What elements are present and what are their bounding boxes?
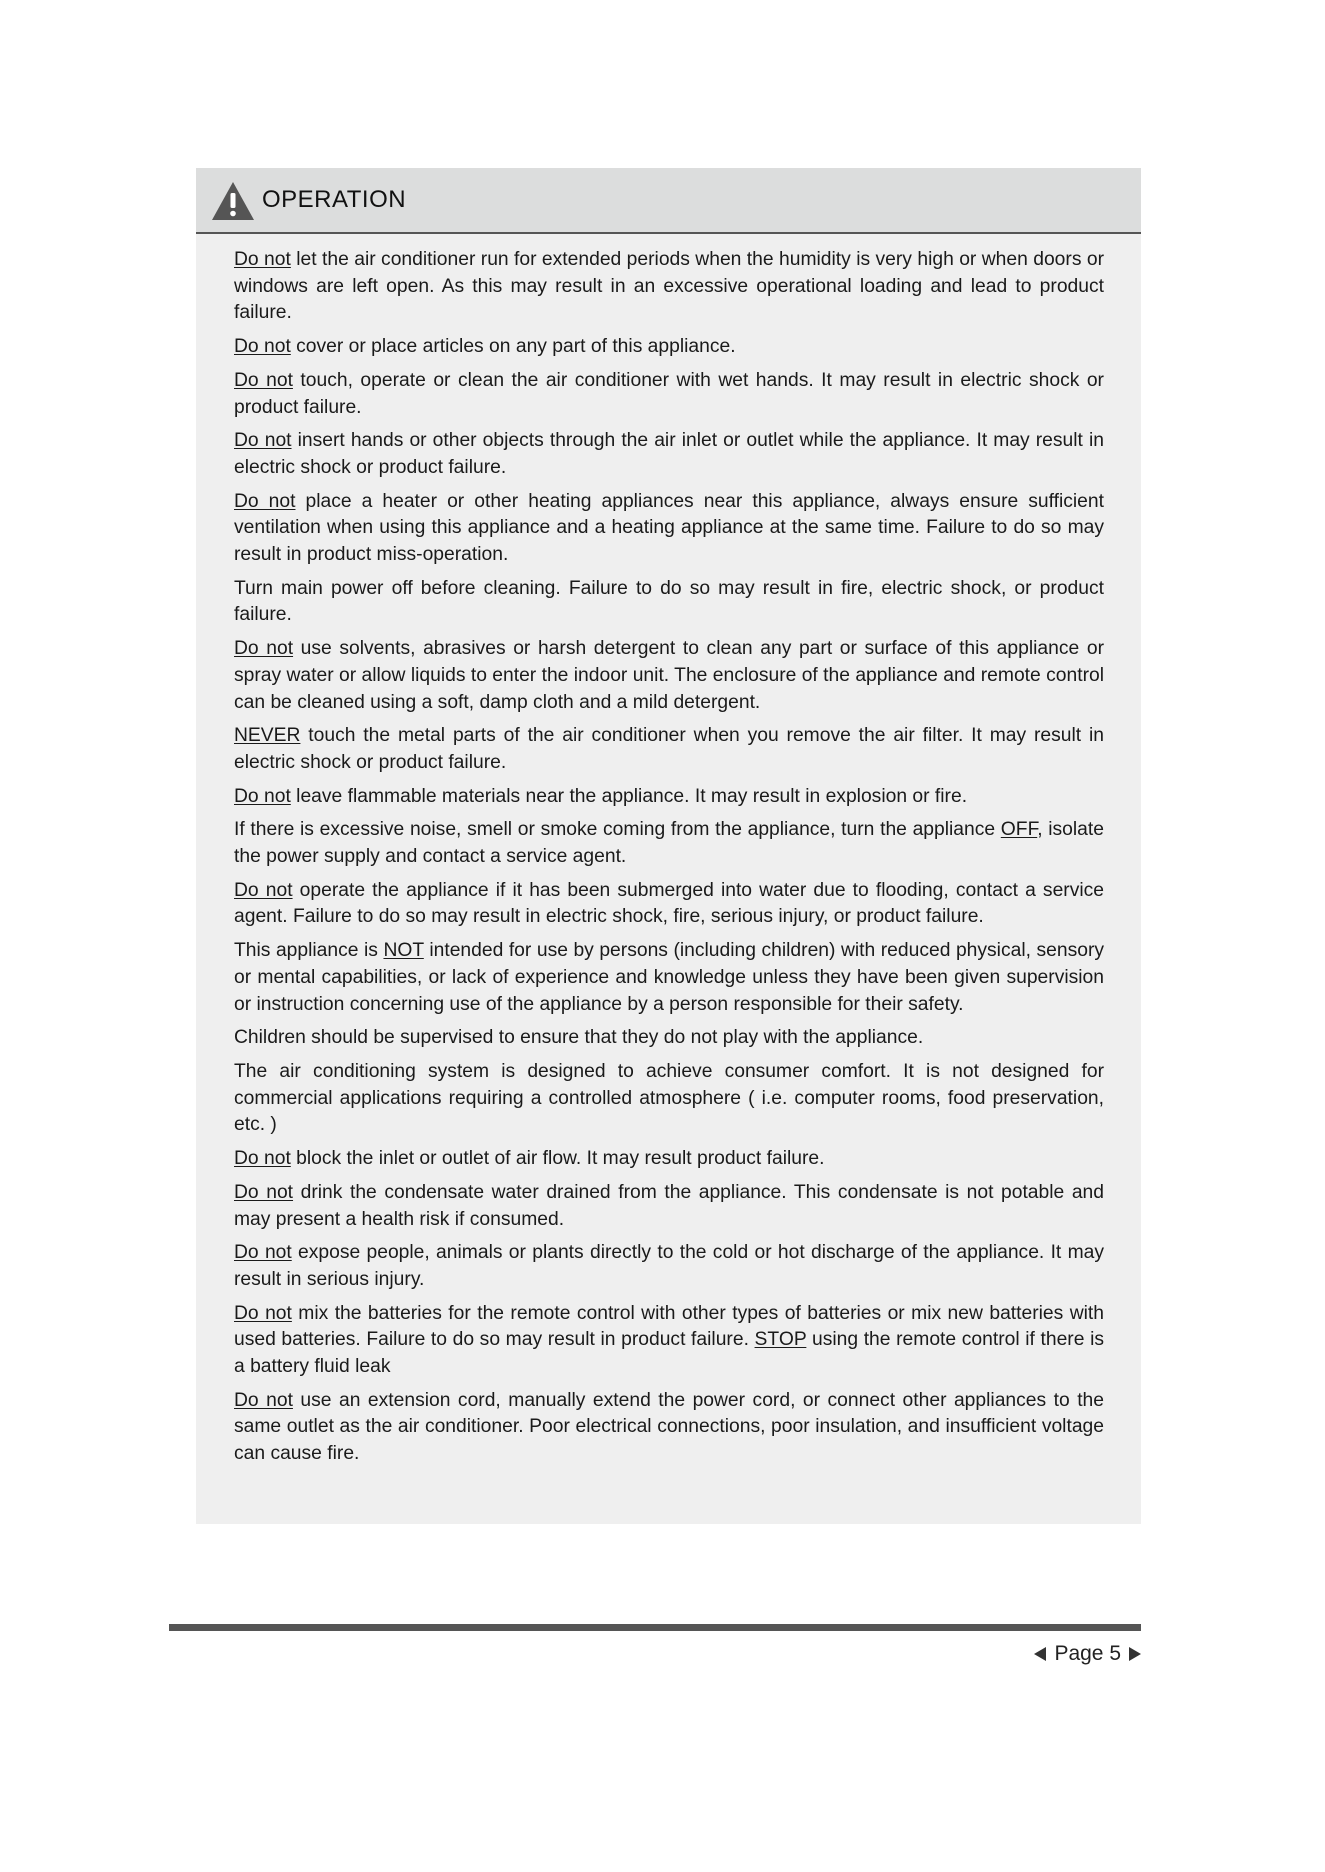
item-text: The air conditioning system is designed to achieve consumer comfort. It is not designed for commercial applications requiring a controlled atmosphere ( i.e. computer rooms, food preservation, etc. ) [234,1060,1104,1136]
page-indicator [1034,1642,1141,1666]
safety-item [234,938,1104,1018]
item-text: place a heater or other heating appliances near this appliance, always ensure sufficient ventilation when using this appliance and a heating appliance at the same time. Failure to do so may result in product miss-operation. [234,490,1104,566]
item-text: leave flammable materials near the appliance. It may result in explosion or fire. [290,785,968,807]
footer-rule [169,1624,1141,1631]
item-text: cover or place articles on any part of this appliance. [290,336,736,358]
emphasis-lead: Do not [234,879,293,901]
triangle-right-icon[interactable] [1129,1647,1141,1661]
emphasis-word: OFF [1000,819,1038,841]
safety-item [234,1240,1104,1293]
safety-item [234,723,1104,776]
emphasis-lead: Do not [234,430,292,452]
item-text: operate the appliance if it has been submerged into water due to flooding, contact a service agent. Failure to do so may result in electric shock, fire, serious injury, or product failure. [234,879,1105,928]
item-text: use solvents, abrasives or harsh detergent to clean any part or surface of this appliance or spray water or allow liquids to enter the indoor unit. The enclosure of the appliance and remote control can be cleaned using a soft, damp cloth and a mild detergent. [234,638,1104,713]
operation-items [234,247,1104,1475]
safety-item [234,428,1104,481]
safety-item [234,368,1104,421]
emphasis-lead: Do not [234,1181,294,1203]
emphasis-word: STOP [754,1329,807,1351]
safety-item [234,636,1104,716]
item-text: touch, operate or clean the air conditioner with wet hands. It may result in electric shock or product failure. [234,369,1104,418]
item-text: use an extension cord, manually extend the power cord, or connect other appliances to the same outlet as the air conditioner. Poor electrical connections, poor insulation, and insufficient voltage can cause fire. [234,1389,1104,1465]
item-text: If there is excessive noise, smell or smoke coming from the appliance, turn the appliance [234,819,1001,841]
emphasis-lead: Do not [234,336,291,358]
item-text: let the air conditioner run for extended periods when the humidity is very high or when doors or windows are left open. As this may result in an excessive operational loading and lead to product failure. [234,249,1105,324]
item-text: This appliance is [234,940,384,962]
item-text: drink the condensate water drained from the appliance. This condensate is not potable and may present a health risk if consumed. [234,1181,1105,1230]
item-text-tail: , isolate the power supply and contact a service agent. [234,819,1104,868]
safety-item [234,1301,1104,1381]
safety-item [234,334,1104,361]
safety-item [234,576,1104,629]
item-text: block the inlet or outlet of air flow. It may result product failure. [290,1148,825,1170]
safety-item [234,878,1104,931]
safety-item [234,1059,1104,1139]
item-text-tail: intended for use by persons (including children) with reduced physical, sensory or mental capabilities, or lack of experience and knowledge unless they have been given supervision or instruction concerning use of the appliance by a person responsible for their safety. [234,940,1105,1015]
emphasis-lead: Do not [234,1242,292,1264]
item-text: expose people, animals or plants directly to the cold or hot discharge of the appliance. It may result in serious injury. [234,1242,1104,1290]
safety-item [234,817,1104,870]
emphasis-lead: Do not [234,369,293,391]
item-text: insert hands or other objects through the air inlet or outlet while the appliance. It may result in electric shock or product failure. [234,430,1104,478]
safety-item [234,247,1104,327]
safety-item [234,1025,1104,1052]
emphasis-lead: Do not [234,249,291,270]
safety-item [234,784,1104,811]
warning-triangle-icon [210,180,256,222]
triangle-left-icon[interactable] [1034,1647,1046,1661]
safety-item [234,1180,1104,1233]
item-text: mix the batteries for the remote control with other types of batteries or mix new batteries with used batteries. Failure to do so may result in product failure. [234,1302,1104,1351]
safety-item [234,1146,1104,1173]
page-number: Page 5 [1054,1642,1121,1665]
emphasis-lead: Do not [234,1389,293,1411]
operation-header [196,168,1141,234]
item-text: touch the metal parts of the air conditioner when you remove the air filter. It may result in electric shock or product failure. [234,725,1104,773]
emphasis-lead: Do not [234,490,296,512]
item-text: Turn main power off before cleaning. Failure to do so may result in fire, electric shock, or product failure. [234,577,1104,626]
section-title: OPERATION [262,186,407,213]
emphasis-lead: Do not [234,638,294,660]
emphasis-word: NOT [383,940,424,962]
emphasis-lead: Do not [234,1302,292,1324]
emphasis-lead: Do not [234,785,291,807]
emphasis-lead: NEVER [234,725,301,747]
emphasis-lead: Do not [234,1148,291,1170]
safety-item [234,1388,1104,1468]
item-text: Children should be supervised to ensure that they do not play with the appliance. [234,1027,924,1049]
safety-item [234,489,1104,569]
item-text-tail: using the remote control if there is a battery fluid leak [234,1329,1104,1378]
